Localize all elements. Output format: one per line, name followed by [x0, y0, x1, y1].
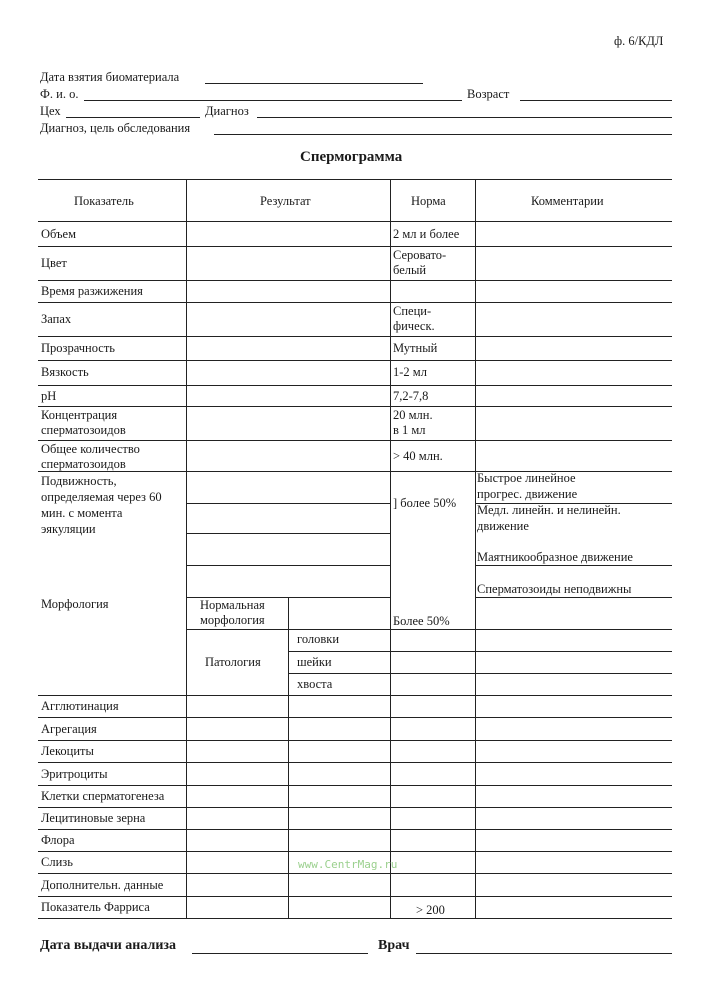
row-spermatogenesis-name: Клетки сперматогенеза: [41, 789, 165, 803]
row-color-norm-2: белый: [393, 263, 427, 277]
row-motility-name-3: мин. с момента: [41, 506, 123, 520]
morphology-normal-1: Нормальная: [200, 598, 265, 612]
row-motility-norm: ] более 50%: [393, 496, 457, 510]
row-aggregation-name: Агрегация: [41, 722, 97, 736]
row-concentration-name-2: сперматозоидов: [41, 423, 126, 437]
row-additional-name: Дополнительн. данные: [41, 878, 164, 892]
row-volume-norm: 2 мл и более: [393, 227, 460, 241]
doctor-label: Врач: [378, 938, 410, 953]
issue-date-label: Дата выдачи анализа: [40, 938, 177, 953]
row-motility-name-1: Подвижность,: [41, 474, 117, 488]
purpose-field[interactable]: [214, 134, 672, 135]
fio-field[interactable]: [84, 100, 462, 101]
shop-label: Цех: [40, 104, 61, 118]
row-flora-name: Флора: [41, 833, 75, 847]
row-erythrocytes-name: Эритроциты: [41, 767, 108, 781]
row-smell-norm-2: фическ.: [393, 319, 435, 333]
issue-date-field[interactable]: [192, 953, 368, 954]
col-header-comments: Комментарии: [531, 194, 604, 208]
row-mucus-name: Слизь: [41, 855, 73, 869]
row-concentration-norm-2: в 1 мл: [393, 423, 426, 437]
fio-label: Ф. и. о.: [40, 87, 79, 101]
date-label: Дата взятия биоматериала: [40, 70, 180, 84]
row-farris-name: Показатель Фарриса: [41, 900, 150, 914]
row-total-norm: > 40 млн.: [393, 449, 443, 463]
form-code: ф. 6/КДЛ: [614, 34, 664, 48]
morphology-neck: шейки: [297, 655, 332, 669]
row-smell-norm-1: Специ-: [393, 304, 432, 318]
row-liquefaction-name: Время разжижения: [41, 284, 143, 298]
diagnosis-field[interactable]: [257, 117, 672, 118]
row-concentration-norm-1: 20 млн.: [393, 408, 433, 422]
row-motility-name-2: определяемая через 60: [41, 490, 162, 504]
page-title: Спермограмма: [300, 149, 403, 165]
row-concentration-name-1: Концентрация: [41, 408, 118, 422]
row-viscosity-norm: 1-2 мл: [393, 365, 427, 379]
row-ph-name: pH: [41, 389, 57, 403]
row-color-norm-1: Серовато-: [393, 248, 447, 262]
morphology-normal-2: морфология: [200, 613, 265, 627]
shop-field[interactable]: [66, 117, 200, 118]
row-transparency-name: Прозрачность: [41, 341, 116, 355]
morphology-norm: Более 50%: [393, 614, 450, 628]
row-morphology-name: Морфология: [41, 597, 109, 611]
motility-comment-1a: Быстрое линейное: [477, 471, 576, 485]
diagnosis-label: Диагноз: [205, 104, 249, 118]
row-lecithin-name: Лецитиновые зерна: [41, 811, 146, 825]
motility-comment-2b: движение: [477, 519, 529, 533]
row-total-name-2: сперматозоидов: [41, 457, 126, 471]
morphology-tail: хвоста: [297, 677, 333, 691]
row-agglutination-name: Агглютинация: [41, 699, 119, 713]
morphology-pathology: Патология: [205, 655, 261, 669]
doctor-field[interactable]: [416, 953, 672, 954]
row-viscosity-name: Вязкость: [41, 365, 89, 379]
motility-comment-2a: Медл. линейн. и нелинейн.: [477, 503, 621, 517]
motility-comment-4: Сперматозоиды неподвижны: [477, 582, 632, 596]
row-motility-name-4: эякуляции: [41, 522, 96, 536]
row-transparency-norm: Мутный: [393, 341, 438, 355]
date-field[interactable]: [205, 83, 423, 84]
row-smell-name: Запах: [41, 312, 72, 326]
motility-comment-1b: прогрес. движение: [477, 487, 578, 501]
purpose-label: Диагноз, цель обследования: [40, 121, 191, 135]
col-header-norm: Норма: [411, 194, 446, 208]
age-label: Возраст: [467, 87, 510, 101]
col-header-indicator: Показатель: [74, 194, 134, 208]
row-color-name: Цвет: [41, 256, 67, 270]
row-ph-norm: 7,2-7,8: [393, 389, 429, 403]
col-header-result: Результат: [260, 194, 311, 208]
morphology-head: головки: [297, 632, 340, 646]
row-leukocytes-name: Лекоциты: [41, 744, 94, 758]
motility-comment-3: Маятникообразное движение: [477, 550, 633, 564]
watermark: www.CentrMag.ru: [298, 858, 398, 871]
row-volume-name: Объем: [41, 227, 76, 241]
row-total-name-1: Общее количество: [41, 442, 140, 456]
row-farris-norm: > 200: [416, 903, 445, 917]
age-field[interactable]: [520, 100, 672, 101]
